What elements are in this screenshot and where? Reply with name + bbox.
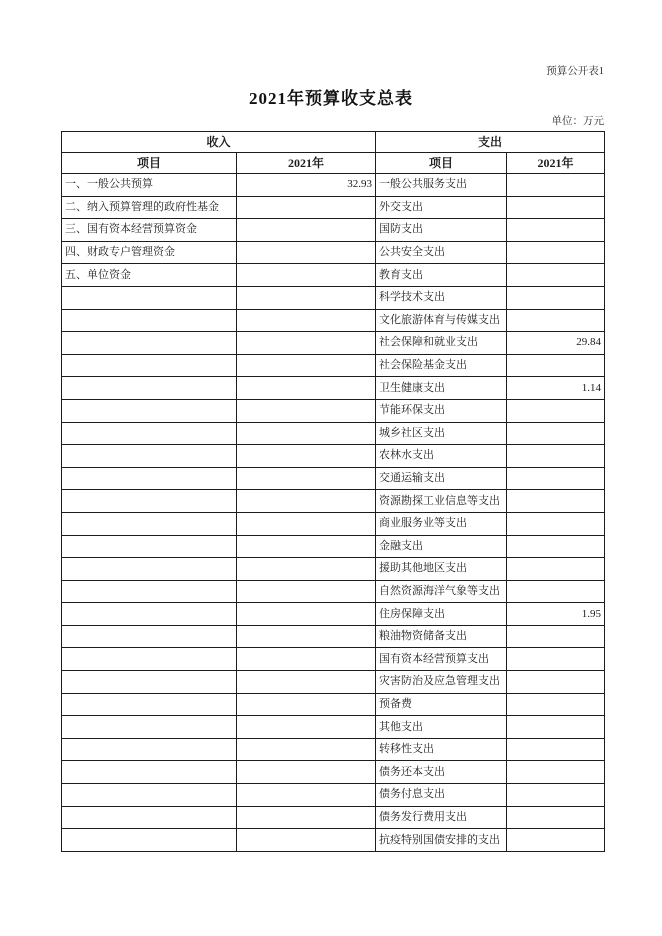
income-value-cell xyxy=(237,693,376,716)
table-row xyxy=(62,332,605,355)
income-value-cell xyxy=(237,716,376,739)
income-value-cell xyxy=(237,738,376,761)
income-value-cell xyxy=(237,264,376,287)
income-value-cell xyxy=(237,332,376,355)
expense-item-cell: 其他支出 xyxy=(376,716,507,739)
expense-value-cell xyxy=(507,535,605,558)
expense-value-cell: 29.84 xyxy=(507,332,605,355)
expense-item-cell: 一般公共服务支出 xyxy=(376,174,507,197)
expense-value-cell xyxy=(507,648,605,671)
section-header-row xyxy=(62,132,605,153)
income-value-cell xyxy=(237,377,376,400)
expense-item-cell: 公共安全支出 xyxy=(376,241,507,264)
expense-value-cell xyxy=(507,580,605,603)
table-row xyxy=(62,512,605,535)
income-item-cell xyxy=(62,535,237,558)
income-item-cell: 四、财政专户管理资金 xyxy=(62,241,237,264)
income-item-cell: 五、单位资金 xyxy=(62,264,237,287)
income-item-cell xyxy=(62,422,237,445)
table-row xyxy=(62,264,605,287)
income-item-cell xyxy=(62,332,237,355)
expense-value-cell xyxy=(507,490,605,513)
table-row xyxy=(62,648,605,671)
expense-value-cell xyxy=(507,286,605,309)
income-item-cell xyxy=(62,309,237,332)
income-item-cell xyxy=(62,829,237,852)
income-value-cell xyxy=(237,490,376,513)
income-value-cell xyxy=(237,671,376,694)
income-value-cell xyxy=(237,761,376,784)
income-value-cell xyxy=(237,219,376,242)
expense-item-cell: 文化旅游体育与传媒支出 xyxy=(376,309,507,332)
income-item-cell xyxy=(62,377,237,400)
expense-value-cell xyxy=(507,625,605,648)
expense-value-cell xyxy=(507,309,605,332)
income-item-cell xyxy=(62,625,237,648)
income-item-cell xyxy=(62,445,237,468)
expense-item-cell: 转移性支出 xyxy=(376,738,507,761)
expense-value-cell xyxy=(507,671,605,694)
expense-item-cell: 抗疫特别国债安排的支出 xyxy=(376,829,507,852)
income-item-cell: 二、纳入预算管理的政府性基金 xyxy=(62,196,237,219)
unit-note: 单位：万元 xyxy=(551,116,604,127)
table-row xyxy=(62,806,605,829)
column-header-row xyxy=(62,153,605,174)
expense-item-cell: 商业服务业等支出 xyxy=(376,512,507,535)
expense-item-cell: 教育支出 xyxy=(376,264,507,287)
expense-item-cell: 社会保险基金支出 xyxy=(376,354,507,377)
table-row xyxy=(62,490,605,513)
income-value-cell xyxy=(237,829,376,852)
expense-value-cell xyxy=(507,806,605,829)
income-value-cell: 32.93 xyxy=(237,174,376,197)
expense-value-cell xyxy=(507,693,605,716)
table-row xyxy=(62,219,605,242)
table-row xyxy=(62,625,605,648)
expense-item-cell: 资源勘探工业信息等支出 xyxy=(376,490,507,513)
table-row xyxy=(62,286,605,309)
income-value-cell xyxy=(237,445,376,468)
expense-item-cell: 债务付息支出 xyxy=(376,784,507,807)
income-item-cell xyxy=(62,806,237,829)
table-body xyxy=(62,174,605,852)
income-value-cell xyxy=(237,241,376,264)
table-row xyxy=(62,422,605,445)
expense-item-cell: 城乡社区支出 xyxy=(376,422,507,445)
income-year-column-header: 2021年 xyxy=(237,153,376,174)
expense-value-cell xyxy=(507,399,605,422)
income-value-cell xyxy=(237,580,376,603)
income-item-column-header: 项目 xyxy=(62,153,237,174)
expense-value-cell xyxy=(507,196,605,219)
income-item-cell xyxy=(62,761,237,784)
table-row xyxy=(62,467,605,490)
expense-item-column-header: 项目 xyxy=(376,153,507,174)
expense-item-cell: 科学技术支出 xyxy=(376,286,507,309)
table-row xyxy=(62,174,605,197)
table-row xyxy=(62,241,605,264)
table-row xyxy=(62,829,605,852)
income-item-cell xyxy=(62,580,237,603)
expense-value-cell xyxy=(507,558,605,581)
income-section-header: 收入 xyxy=(62,132,376,153)
income-item-cell xyxy=(62,693,237,716)
expense-item-cell: 农林水支出 xyxy=(376,445,507,468)
expense-item-cell: 国防支出 xyxy=(376,219,507,242)
table-row xyxy=(62,738,605,761)
income-value-cell xyxy=(237,512,376,535)
income-item-cell xyxy=(62,399,237,422)
expense-item-cell: 国有资本经营预算支出 xyxy=(376,648,507,671)
income-item-cell xyxy=(62,648,237,671)
income-item-cell xyxy=(62,286,237,309)
expense-value-cell xyxy=(507,174,605,197)
income-value-cell xyxy=(237,603,376,626)
page-title: 2021年预算收支总表 xyxy=(249,89,413,108)
table-row xyxy=(62,354,605,377)
expense-value-cell xyxy=(507,512,605,535)
expense-value-cell xyxy=(507,241,605,264)
table-row xyxy=(62,580,605,603)
income-item-cell xyxy=(62,671,237,694)
income-item-cell xyxy=(62,467,237,490)
table-row xyxy=(62,693,605,716)
table-row xyxy=(62,377,605,400)
table-row xyxy=(62,716,605,739)
expense-value-cell xyxy=(507,761,605,784)
expense-item-cell: 外交支出 xyxy=(376,196,507,219)
expense-item-cell: 债务还本支出 xyxy=(376,761,507,784)
expense-item-cell: 交通运输支出 xyxy=(376,467,507,490)
expense-value-cell xyxy=(507,467,605,490)
income-item-cell xyxy=(62,512,237,535)
table-row xyxy=(62,399,605,422)
income-value-cell xyxy=(237,422,376,445)
income-value-cell xyxy=(237,354,376,377)
table-row xyxy=(62,445,605,468)
expense-value-cell xyxy=(507,784,605,807)
expense-value-cell xyxy=(507,264,605,287)
expense-value-cell: 1.95 xyxy=(507,603,605,626)
income-item-cell xyxy=(62,354,237,377)
income-item-cell xyxy=(62,738,237,761)
expense-section-header: 支出 xyxy=(376,132,605,153)
expense-value-cell: 1.14 xyxy=(507,377,605,400)
expense-item-cell: 自然资源海洋气象等支出 xyxy=(376,580,507,603)
expense-item-cell: 援助其他地区支出 xyxy=(376,558,507,581)
expense-value-cell xyxy=(507,422,605,445)
expense-item-cell: 粮油物资储备支出 xyxy=(376,625,507,648)
expense-item-cell: 卫生健康支出 xyxy=(376,377,507,400)
table-row xyxy=(62,558,605,581)
income-item-cell xyxy=(62,716,237,739)
income-value-cell xyxy=(237,784,376,807)
income-value-cell xyxy=(237,648,376,671)
table-row xyxy=(62,761,605,784)
expense-item-cell: 债务发行费用支出 xyxy=(376,806,507,829)
expense-value-cell xyxy=(507,829,605,852)
expense-year-column-header: 2021年 xyxy=(507,153,605,174)
table-row xyxy=(62,671,605,694)
expense-value-cell xyxy=(507,738,605,761)
income-value-cell xyxy=(237,286,376,309)
income-item-cell xyxy=(62,558,237,581)
expense-value-cell xyxy=(507,445,605,468)
income-item-cell xyxy=(62,784,237,807)
table-row xyxy=(62,784,605,807)
expense-item-cell: 预备费 xyxy=(376,693,507,716)
expense-value-cell xyxy=(507,716,605,739)
expense-item-cell: 金融支出 xyxy=(376,535,507,558)
income-value-cell xyxy=(237,467,376,490)
expense-item-cell: 社会保障和就业支出 xyxy=(376,332,507,355)
income-value-cell xyxy=(237,309,376,332)
income-item-cell xyxy=(62,603,237,626)
table-row xyxy=(62,309,605,332)
expense-value-cell xyxy=(507,354,605,377)
expense-item-cell: 灾害防治及应急管理支出 xyxy=(376,671,507,694)
budget-table xyxy=(61,131,605,852)
expense-value-cell xyxy=(507,219,605,242)
income-value-cell xyxy=(237,625,376,648)
income-item-cell xyxy=(62,490,237,513)
income-item-cell: 一、一般公共预算 xyxy=(62,174,237,197)
table-row xyxy=(62,603,605,626)
expense-item-cell: 住房保障支出 xyxy=(376,603,507,626)
income-item-cell: 三、国有资本经营预算资金 xyxy=(62,219,237,242)
expense-item-cell: 节能环保支出 xyxy=(376,399,507,422)
table-row xyxy=(62,535,605,558)
income-value-cell xyxy=(237,196,376,219)
income-value-cell xyxy=(237,535,376,558)
table-row xyxy=(62,196,605,219)
income-value-cell xyxy=(237,806,376,829)
income-value-cell xyxy=(237,399,376,422)
income-value-cell xyxy=(237,558,376,581)
doc-label: 预算公开表1 xyxy=(546,66,604,77)
